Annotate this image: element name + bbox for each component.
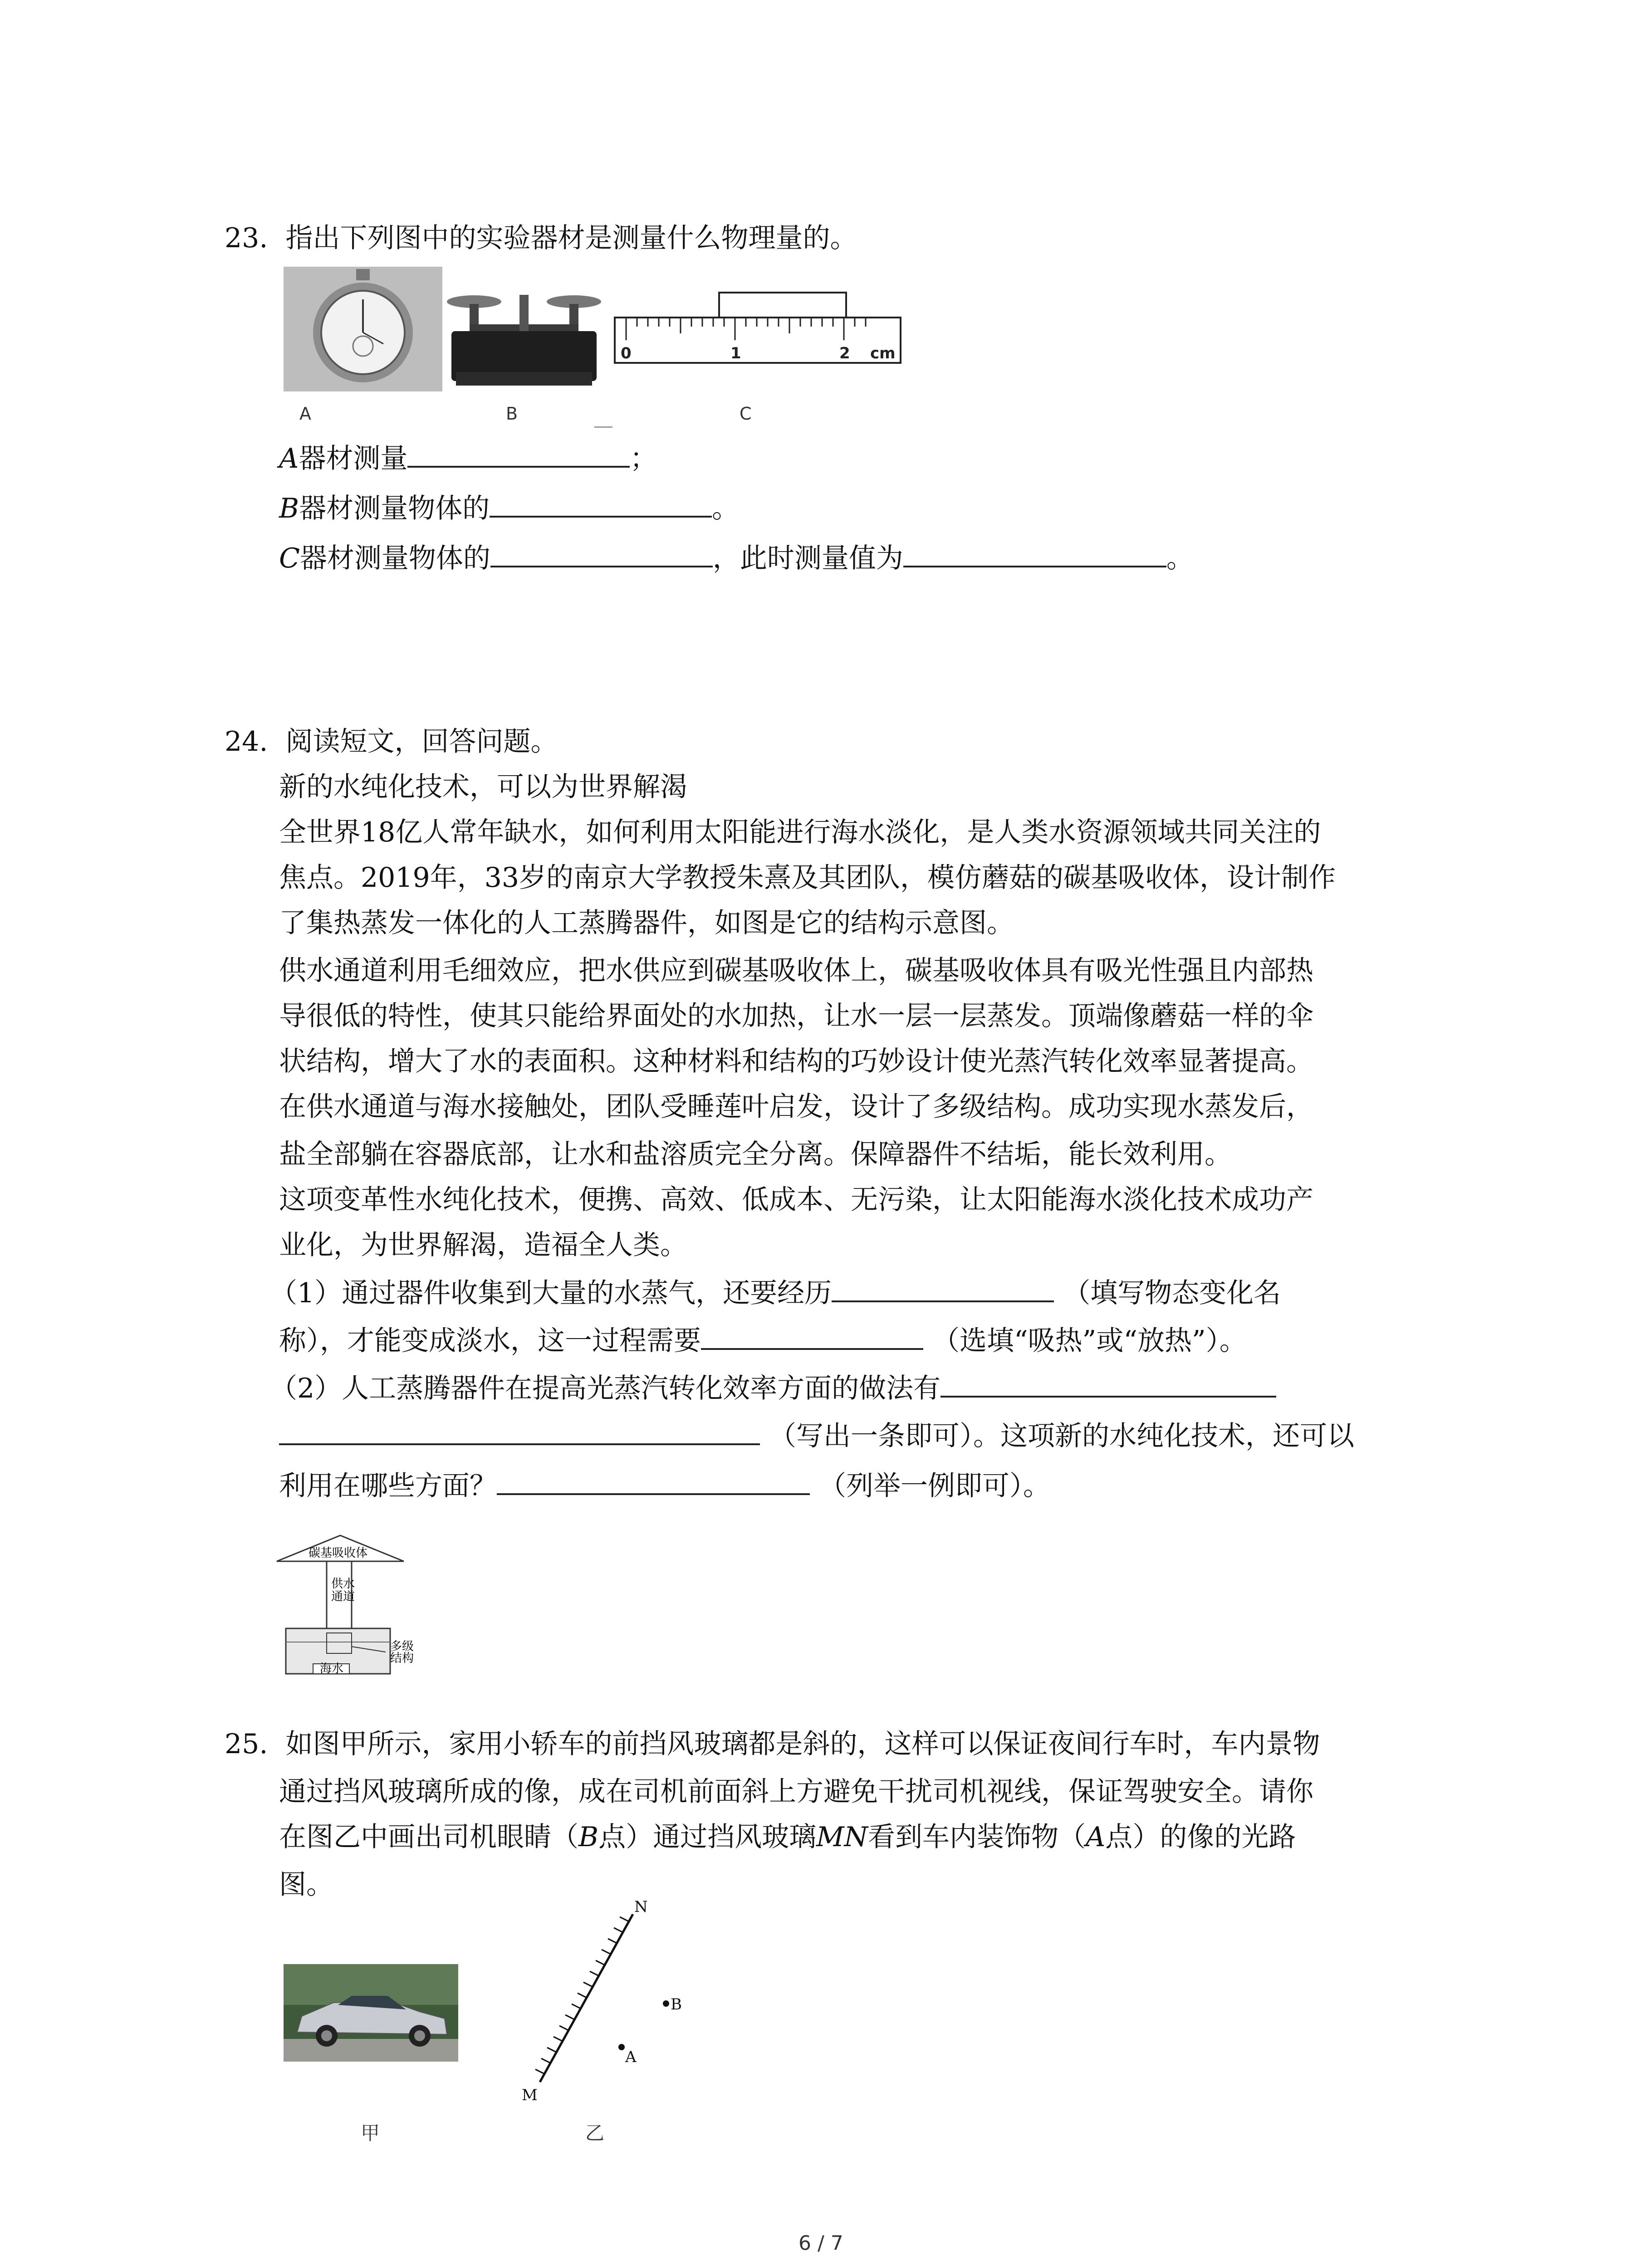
q23-line-a: A器材测量 ； (279, 438, 657, 479)
car-image (284, 1964, 458, 2062)
label-multi-2: 结构 (390, 1652, 414, 1665)
page-number: 6 / 7 (798, 2232, 843, 2255)
answer-blank-24-2b[interactable] (279, 1415, 760, 1445)
caption-yi: 乙 (585, 2122, 605, 2144)
passage-line-10: 业化，为世界解渴，造福全人类。 (279, 1229, 687, 1261)
mirror-diagram (513, 1901, 703, 2109)
car-drawing (284, 1964, 458, 2062)
passage-line-2: 焦点。2019年，33岁的南京大学教授朱熹及其团队，模仿蘑菇的碳基吸收体，设计制作 (279, 862, 1336, 894)
q25-line-1: 25. 如图甲所示，家用小轿车的前挡风玻璃都是斜的，这样可以保证夜间行车时，车内景物 (225, 1728, 1320, 1760)
answer-blank-c2[interactable] (903, 538, 1166, 567)
evaporator-drawing (272, 1533, 426, 1678)
label-n: N (634, 1901, 648, 1916)
passage-line-4: 供水通道利用毛细效应，把水供应到碳基吸收体上，碳基吸收体具有吸光性强且内部热 (279, 955, 1313, 987)
passage-line-1: 全世界18亿人常年缺水，如何利用太阳能进行海水淡化，是人类水资源领域共同关注的 (279, 816, 1321, 848)
ruler-unit: cm (870, 344, 896, 362)
passage-line-3: 了集热蒸发一体化的人工蒸腾器件，如图是它的结构示意图。 (279, 907, 1014, 939)
q24-sub1-line2: 称），才能变成淡水，这一过程需要 （选填“吸热”或“放热”）。 (279, 1320, 1247, 1361)
ruler-tick-1: 1 (730, 344, 741, 362)
ruler-drawing (612, 290, 903, 367)
label-seawater: 海水 (320, 1662, 344, 1676)
answer-blank-a[interactable] (407, 438, 630, 468)
passage-title: 新的水纯化技术，可以为世界解渴 (279, 771, 687, 803)
q25-line-2: 通过挡风玻璃所成的像，成在司机前面斜上方避免干扰司机视线，保证驾驶安全。请你 (279, 1776, 1313, 1808)
passage-line-7: 在供水通道与海水接触处，团队受睡莲叶启发，设计了多级结构。成功实现水蒸发后， (279, 1091, 1313, 1123)
evaporator-diagram (272, 1533, 426, 1678)
ruler-tick-2: 2 (839, 344, 850, 362)
answer-blank-b[interactable] (490, 488, 712, 518)
label-multi-1: 多级 (390, 1640, 414, 1653)
stopwatch-drawing (284, 267, 442, 391)
point-b-dot (663, 2000, 669, 2007)
q23-line-b: B器材测量物体的 。 (279, 488, 739, 529)
q24-sub2-line2: （写出一条即可）。这项新的水纯化技术，还可以 (279, 1415, 1354, 1457)
label-absorber: 碳基吸收体 (309, 1546, 368, 1560)
point-a-dot (618, 2044, 625, 2050)
ruler-tick-0: 0 (621, 344, 632, 362)
label-channel-1: 供水 (331, 1577, 355, 1591)
caption-c: C (740, 404, 752, 424)
label-channel-2: 通道 (331, 1590, 355, 1603)
q24-stem: 24. 阅读短文，回答问题。 (225, 726, 558, 758)
mirror-drawing (513, 1901, 703, 2109)
label-a: A (625, 2048, 637, 2066)
caption-jia: 甲 (361, 2122, 380, 2144)
passage-line-8: 盐全部躺在容器底部，让水和盐溶质完全分离。保障器件不结垢，能长效利用。 (279, 1139, 1232, 1170)
q24-sub1-line1: （1）通过器件收集到大量的水蒸气，还要经历 （填写物态变化名 (270, 1272, 1281, 1314)
answer-blank-24-1b[interactable] (701, 1320, 923, 1350)
ruler-image (612, 290, 903, 367)
q23-line-c: C器材测量物体的 ，此时测量值为 。 (279, 538, 1194, 579)
answer-blank-24-2c[interactable] (497, 1465, 810, 1495)
q25-line-4: 图。 (279, 1869, 333, 1901)
caption-a: A (299, 404, 311, 424)
answer-blank-24-2a[interactable] (941, 1368, 1276, 1398)
q24-sub2-line3: 利用在哪些方面？ （列举一例即可）。 (279, 1465, 1050, 1506)
q23-stem: 23. 指出下列图中的实验器材是测量什么物理量的。 (225, 222, 857, 254)
q24-sub2-line1: （2）人工蒸腾器件在提高光蒸汽转化效率方面的做法有 (270, 1368, 1276, 1409)
passage-line-5: 导很低的特性，使其只能给界面处的水加热，让水一层一层蒸发。顶端像蘑菇一样的伞 (279, 1000, 1313, 1032)
caption-b-underline (594, 426, 612, 428)
label-b: B (671, 1995, 682, 2014)
q25-line-3: 在图乙中画出司机眼睛（B点）通过挡风玻璃MN看到车内装饰物（A点）的像的光路 (279, 1821, 1296, 1853)
label-m: M (522, 2086, 538, 2104)
passage-line-6: 状结构，增大了水的表面积。这种材料和结构的巧妙设计使光蒸汽转化效率显著提高。 (279, 1046, 1313, 1077)
passage-line-9: 这项变革性水纯化技术，便携、高效、低成本、无污染，让太阳能海水淡化技术成功产 (279, 1184, 1313, 1216)
balance-drawing (442, 281, 606, 390)
caption-b: B (506, 404, 518, 424)
balance-image (442, 281, 606, 390)
answer-blank-c1[interactable] (490, 538, 713, 567)
answer-blank-24-1a[interactable] (832, 1272, 1054, 1302)
stopwatch-image (284, 267, 442, 391)
